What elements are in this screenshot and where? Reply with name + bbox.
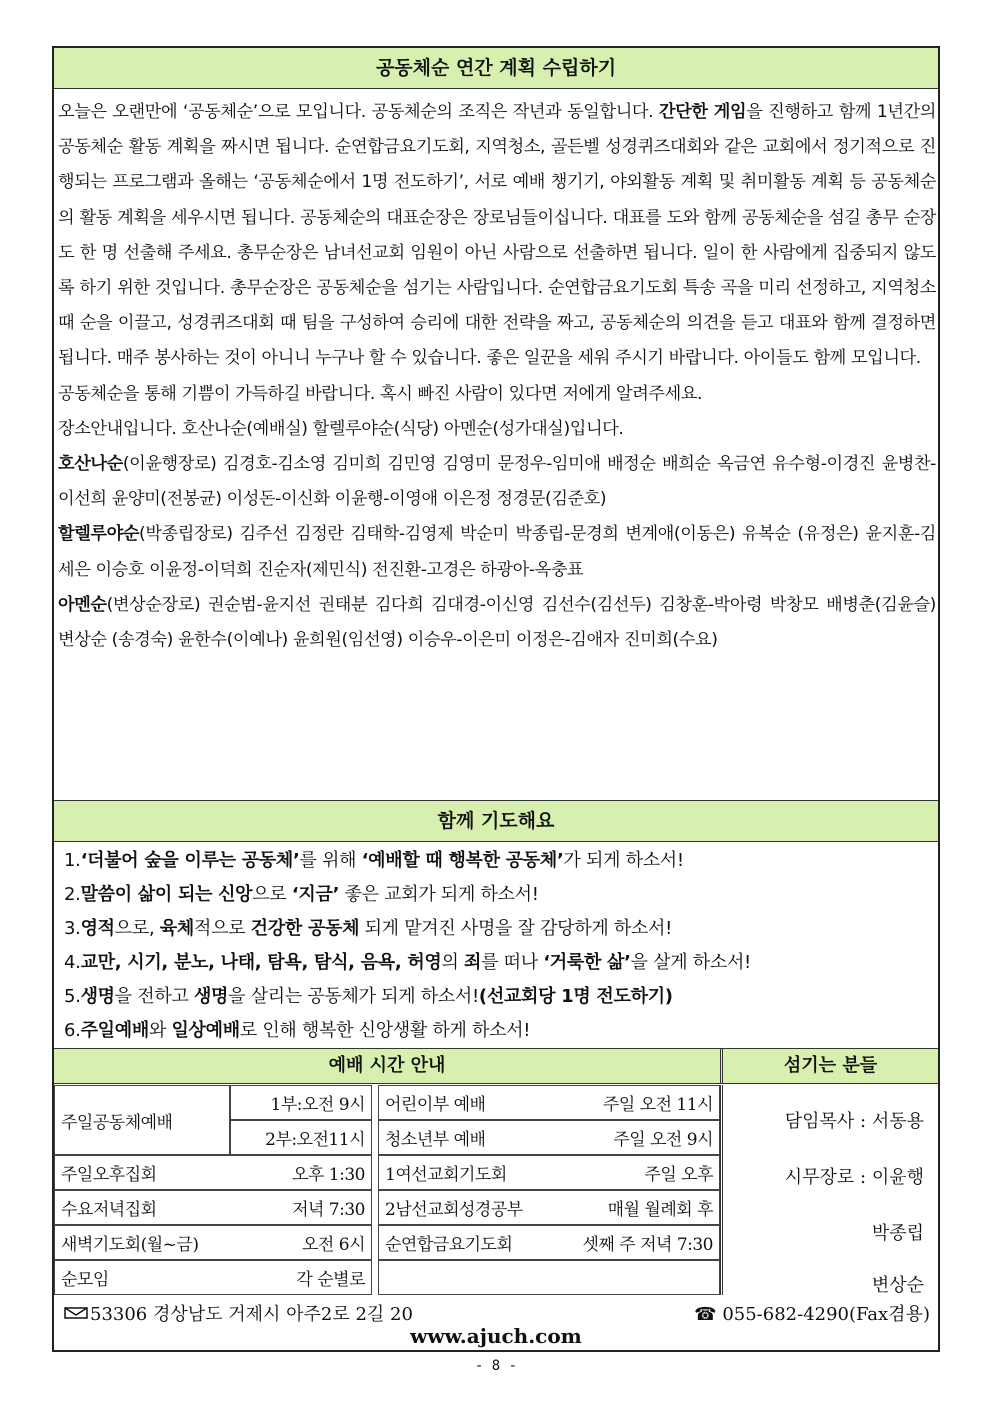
group-members: (변상순장로) 권순범-윤지선 권태분 김다희 김대경-이신영 김선수(김선두) 김창훈-박아령 박창모 배병춘(김윤슬) 변상순 (송경숙) 윤한수(이예나) 윤희원(임선영) 이승우-이은미 이정은-김애자 진미희(수요) <box>58 594 936 651</box>
schedule-row: 어린이부 예배 주일 오전 11시 <box>378 1085 720 1120</box>
announcement-body <box>54 89 938 658</box>
address: 53306 경상남도 거제시 아주2로 2길 20 <box>64 1300 413 1326</box>
intro-paragraph <box>58 95 936 377</box>
prayer-item: 1.‘더불어 숲을 이루는 공동체’를 위해 ‘예배할 때 행복한 공동체’가 되게 하소서! <box>64 850 684 871</box>
elder: 박종립 <box>871 1223 924 1244</box>
schedule-row: 새벽기도회(월~금) 오전 6시 <box>54 1225 372 1260</box>
prayer-item: 5.생명을 전하고 생명을 살리는 공동체가 되게 하소서!(선교회당 1명 전도하기) <box>64 986 673 1007</box>
intro-bold: 간단한 게임 <box>658 102 747 122</box>
group-name: 할렐루야순 <box>58 524 140 545</box>
schedule-grid <box>54 1085 720 1295</box>
service-1: 1부:오전 9시 <box>230 1085 372 1120</box>
page-number: - 8 - <box>474 1358 518 1374</box>
intro-text-a: 오늘은 오랜만에 ‘공동체순’으로 모입니다. 공동체순의 조직은 작년과 동일합니다. <box>58 102 659 122</box>
intro-paragraph-2: 공동체순을 통해 기쁨이 가득하길 바랍니다. 혹시 빠진 사람이 있다면 저에게 알려주세요. <box>58 383 703 404</box>
section-title: 공동체순 연간 계획 수립하기 <box>54 48 938 89</box>
service-2: 2부:오전11시 <box>230 1120 372 1155</box>
schedule-row: 2남선교회성경공부 매월 월례회 후 <box>378 1190 720 1225</box>
prayer-item: 6.주일예배와 일상예배로 인해 행복한 신앙생활 하게 하소서! <box>64 1020 531 1041</box>
group-members: (이윤행장로) 김경호-김소영 김미희 김민영 김영미 문정우-임미애 배정순 배희순 옥금연 유수형-이경진 윤병찬-이선희 윤양미(전봉균) 이성돈-이신화 이윤행-이영애 이은정 정경문(김준호) <box>58 454 936 510</box>
staff-list <box>720 1085 938 1295</box>
phone: ☎ 055-682-4290(Fax겸용) <box>694 1304 930 1325</box>
prayer-section <box>54 800 938 1048</box>
prayer-item: 3.영적으로, 육체적으로 건강한 공동체 되게 맡겨진 사명을 잘 감당하게 하소서! <box>64 918 673 939</box>
elder: 변상순 <box>871 1275 924 1296</box>
schedule-section <box>54 1048 938 1296</box>
group-name: 호산나순 <box>58 454 123 475</box>
group-amen <box>58 588 936 658</box>
elder: 시무장로 : 이윤행 <box>784 1167 924 1188</box>
phone-icon: ☎ <box>694 1304 717 1325</box>
staff-title: 섬기는 분들 <box>723 1049 938 1083</box>
page-frame <box>52 46 940 1352</box>
website-link[interactable]: www.ajuch.com <box>410 1324 582 1348</box>
prayer-title: 함께 기도해요 <box>54 800 938 842</box>
mail-icon <box>64 1306 90 1320</box>
schedule-row: 수요저녁집회 저녁 7:30 <box>54 1190 372 1225</box>
schedule-row: 주일오후집회 오후 1:30 <box>54 1155 372 1190</box>
schedule-row: 순모임 각 순별로 <box>54 1260 372 1295</box>
prayer-item: 4.교만, 시기, 분노, 나태, 탐욕, 탐식, 음욕, 허영의 죄를 떠나 ‘거룩한 삶’을 살게 하소서! <box>64 952 751 973</box>
schedule-title: 예배 시간 안내 <box>54 1049 723 1083</box>
prayer-list <box>54 842 938 1048</box>
schedule-empty <box>378 1260 720 1295</box>
prayer-item: 2.말씀이 삶이 되는 신앙으로 ‘지금’ 좋은 교회가 되게 하소서! <box>64 884 539 905</box>
schedule-row: 1여선교회기도회 주일 오후 <box>378 1155 720 1190</box>
group-members: (박종립장로) 김주선 김정란 김태학-김영제 박순미 박종립-문경희 변계애(이동은) 유복순 (유정은) 윤지훈-김세은 이승호 이윤정-이덕희 진순자(제민식) 전진환-고경은 하광아-옥충표 <box>58 524 936 580</box>
group-hallelujah <box>58 517 936 587</box>
schedule-row: 순연합금요기도회 셋째 주 저녁 7:30 <box>378 1225 720 1260</box>
location-paragraph: 장소안내입니다. 호산나순(예배실) 할렐루야순(식당) 아멘순(성가대실)입니다. <box>58 418 624 439</box>
group-hosanna <box>58 447 936 517</box>
pastor: 담임목사 : 서동용 <box>784 1111 924 1132</box>
group-name: 아멘순 <box>58 594 107 615</box>
intro-text-c: 을 진행하고 함께 1년간의 공동체순 활동 계획을 짜시면 됩니다. 순연합금요기도회, 지역청소, 골든벨 성경퀴즈대회와 같은 교회에서 정기적으로 진행되는 프로그램과 올해는 ‘공동체순에서 1명 전도하기’, 서로 예배 챙기기, 야외활동 계획 및 취미활동 계획 등 공동체순의 활동 계획을 세우시면 됩니다. 공동체순의 대표순장은 장로님들이십니다. 대표를 도와 함께 공동체순을 섬길 총무 순장도 한 명 선출해 주세요. 총무순장은 남녀선교회 임원이 아닌 사람으로 선출하면 됩니다. 일이 한 사람에게 집중되지 않도록 하기 위한 것입니다. 총무순장은 공동체순을 섬기는 사람입니다. 순연합금요기도회 특송 곡을 미리 선정하고, 지역청소 때 순을 이끌고, 성경퀴즈대회 때 팀을 구성하여 승리에 대한 전략을 짜고, 공동체순의 의견을 듣고 대표와 함께 결정하면 됩니다. 매주 봉사하는 것이 아니니 누구나 할 수 있습니다. 좋은 일꾼을 세워 주시기 바랍니다. 아이들도 함께 모입니다. <box>58 102 936 369</box>
footer <box>54 1298 938 1350</box>
schedule-row: 청소년부 예배 주일 오전 9시 <box>378 1120 720 1155</box>
sunday-service-label: 주일공동체예배 <box>54 1085 230 1155</box>
